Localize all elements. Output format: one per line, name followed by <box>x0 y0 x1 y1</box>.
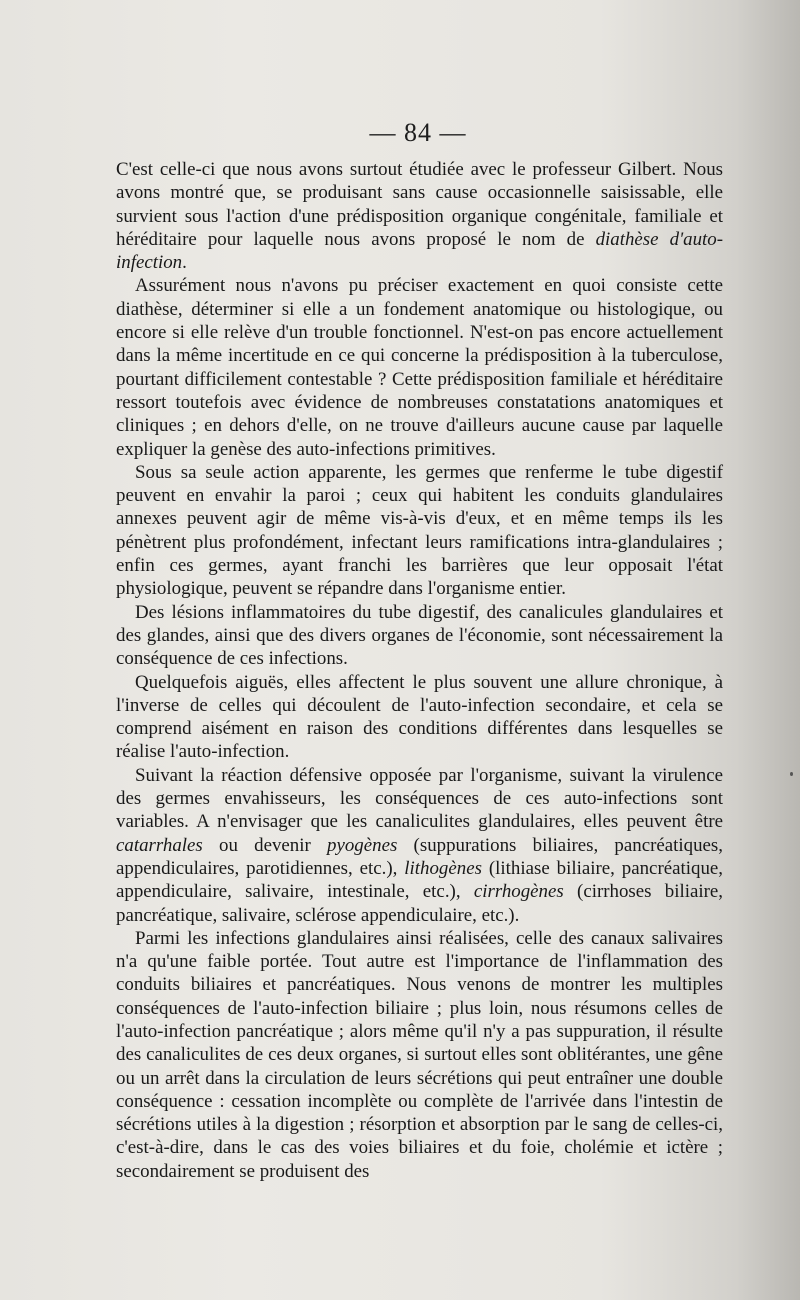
body-text <box>116 158 723 1183</box>
italic-term: catarrhales <box>116 834 203 856</box>
text-segment: Des lésions inflammatoires du tube digestif, des canalicules glandulaires et des glandes, ainsi que des divers organes de l'économie, sont nécessairement la conséquence de ces infections. <box>116 601 723 670</box>
paragraph <box>116 601 723 671</box>
text-segment: ou devenir <box>202 834 328 856</box>
italic-term: pyogènes <box>327 834 398 856</box>
paragraph <box>116 764 723 927</box>
page-number: — 84 — <box>369 118 467 147</box>
italic-term: cirrhogènes <box>473 881 564 903</box>
text-segment: (lithiase biliaire, pancréatique, appendiculaire, salivaire, intestinale, etc.), <box>116 857 723 903</box>
text-segment: (suppurations biliaires, pancréatiques, appendiculaires, parotidiennes, etc.), <box>116 834 723 879</box>
paragraph <box>116 274 723 460</box>
text-segment: Assurément nous n'avons pu préciser exactement en quoi consiste cette diathèse, déterminer si elle a un fondement anatomique ou histologique, ou encore si elle relève d'un trouble fonctionnel. N'est-on pas encore actuellement dans la même incertitude en ce qui concerne la prédisposition à la tuberculose, pourtant difficilement contestable ? Cette prédisposition familiale et héréditaire ressort toutefois avec évidence de nombreuses constatations anatomiques et cliniques ; en dehors d'elle, on ne trouve d'ailleurs aucune cause par laquelle expliquer la genèse des auto-infections primitives. <box>116 275 723 460</box>
paragraph <box>116 927 723 1183</box>
paragraph <box>116 461 723 601</box>
paragraph <box>116 671 723 764</box>
italic-term: lithogènes <box>404 857 482 879</box>
text-segment: (cirrhoses biliaire, pancréatique, salivaire, sclérose appendiculaire, etc.). <box>116 881 724 926</box>
paper-speck <box>790 772 793 776</box>
text-segment: Quelquefois aiguës, elles affectent le plus souvent une allure chronique, à l'inverse de celles qui découlent de l'auto-infection secondaire, et cela se comprend aisément en raison des conditions différentes dans lesquelles se réalise l'auto-infection. <box>116 671 723 763</box>
italic-term: diathèse d'auto-infection <box>116 228 723 274</box>
text-segment: C'est celle-ci que nous avons surtout étudiée avec le professeur Gilbert. Nous avons montré que, se produisant sans cause occasionnelle saisissable, elle survient sous l'action d'une prédisposition organique congénitale, familiale et héréditaire pour laquelle nous avons proposé le nom de <box>116 159 723 250</box>
paragraph <box>116 158 723 274</box>
text-segment: . <box>182 252 187 274</box>
text-segment: Sous sa seule action apparente, les germes que renferme le tube digestif peuvent en envahir la paroi ; ceux qui habitent les conduits glandulaires annexes peuvent agir de même vis-à-vis d'eux, et en même temps ils les pénètrent plus profondément, infectant leurs ramifications intra-glandulaires ; enfin ces germes, ayant franchi les barrières que leur opposait l'état physiologique, peuvent se répandre dans l'organisme entier. <box>116 461 723 600</box>
text-segment: Parmi les infections glandulaires ainsi réalisées, celle des canaux salivaires n'a qu'une faible portée. Tout autre est l'importance de l'inflammation des conduits biliaires et pancréatiques. Nous venons de montrer les multiples conséquences de l'auto-infection biliaire ; plus loin, nous résumons celles de l'auto-infection pancréatique ; alors même qu'il n'y a pas suppuration, il résulte des canaliculites de ces deux organes, si surtout elles sont oblitérantes, une gêne ou un arrêt dans la circulation de leurs sécrétions qui peut entraîner une double conséquence : cessation incomplète ou complète de l'arrivée dans l'intestin de sécrétions utiles à la digestion ; résorption et absorption par le sang de celles-ci, c'est-à-dire, dans le cas des voies biliaires et du foie, cholémie et ictère ; secondairement se produisent des <box>116 927 723 1182</box>
text-segment: Suivant la réaction défensive opposée par l'organisme, suivant la virulence des germes envahisseurs, les conséquences de ces auto-infections sont variables. A n'envisager que les canaliculites glandulaires, elles peuvent être <box>116 764 723 833</box>
